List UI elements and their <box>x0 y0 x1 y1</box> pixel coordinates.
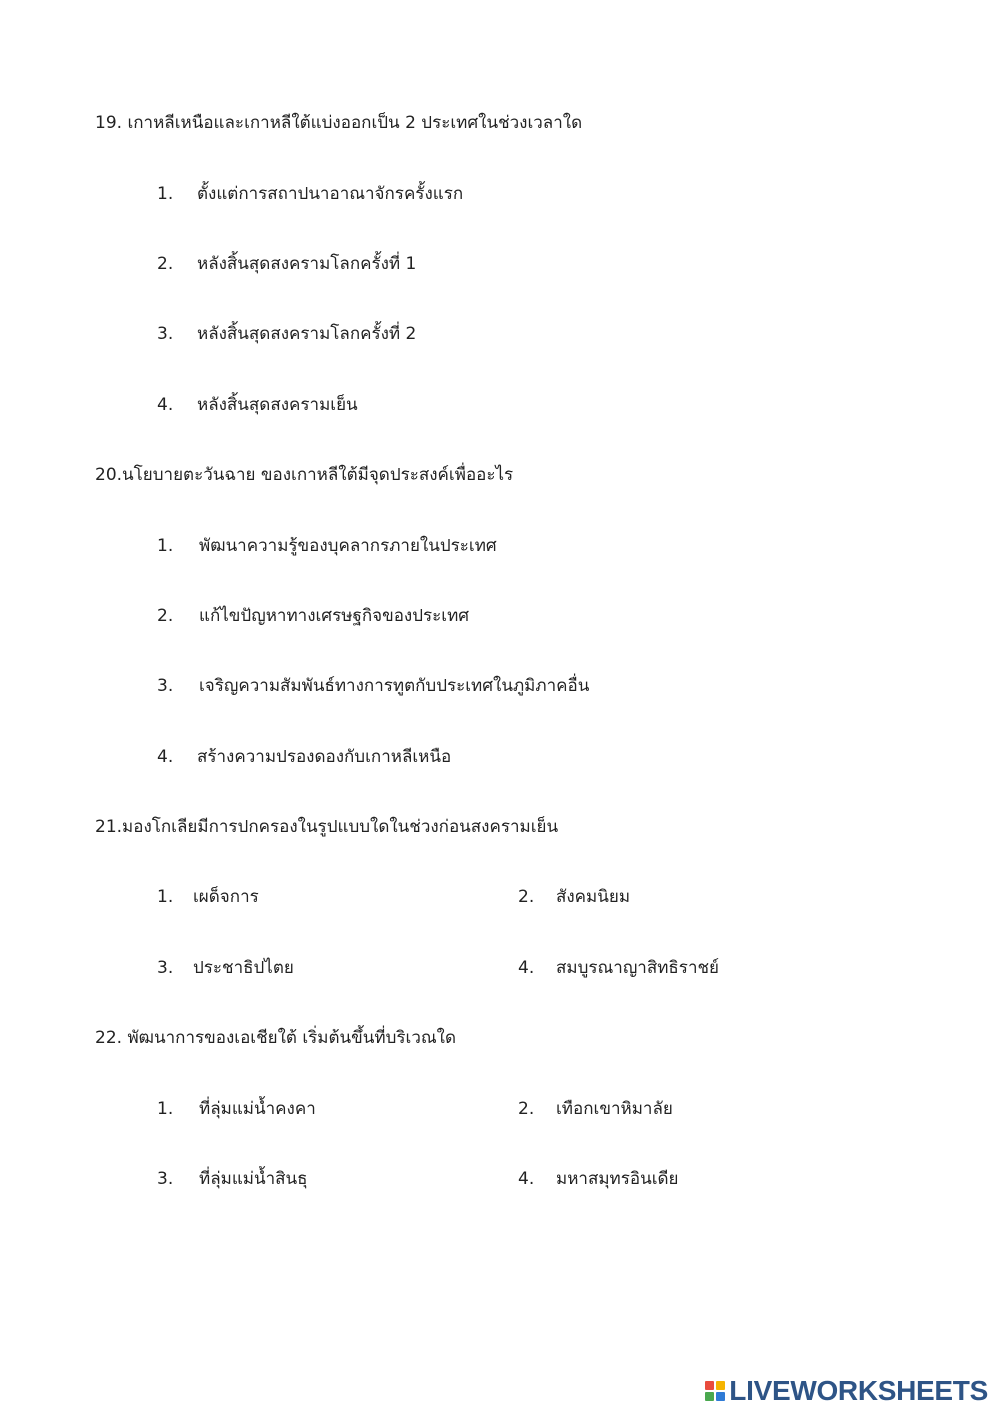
option-text: หลังสิ้นสุดสงครามเย็น <box>197 395 358 415</box>
option-number: 4. <box>157 747 174 767</box>
question-22: 22. พัฒนาการของเอเชียใต้ เริ่มต้นขึ้นที่บริเวณใด <box>95 1028 456 1048</box>
option-number: 2. <box>157 606 174 626</box>
option-text: เผด็จการ <box>193 887 259 907</box>
option-number: 2. <box>157 254 174 274</box>
logo-squares-icon <box>705 1381 725 1401</box>
option-number: 3. <box>157 958 174 978</box>
question-20: 20.นโยบายตะวันฉาย ของเกาหลีใต้มีจุดประสงค์เพื่ออะไร <box>95 465 514 485</box>
option-number: 3. <box>157 676 174 696</box>
question-19: 19. เกาหลีเหนือและเกาหลีใต้แบ่งออกเป็น 2 ประเทศในช่วงเวลาใด <box>95 113 583 133</box>
option-number: 4. <box>518 1169 535 1189</box>
option-number: 1. <box>157 536 174 556</box>
option-text: สร้างความปรองดองกับเกาหลีเหนือ <box>197 747 452 767</box>
option-number: 4. <box>518 958 535 978</box>
option-text: แก้ไขปัญหาทางเศรษฐกิจของประเทศ <box>199 606 470 626</box>
option-number: 2. <box>518 1099 535 1119</box>
liveworksheets-logo[interactable] <box>705 1374 988 1408</box>
logo-square <box>716 1392 725 1401</box>
logo-square <box>705 1381 714 1390</box>
option-text: หลังสิ้นสุดสงครามโลกครั้งที่ 2 <box>197 324 417 344</box>
option-text: ที่ลุ่มแม่น้ำสินธุ <box>199 1169 308 1189</box>
option-number: 1. <box>157 184 174 204</box>
option-text: พัฒนาความรู้ของบุคลากรภายในประเทศ <box>199 536 497 556</box>
option-text: ตั้งแต่การสถาปนาอาณาจักรครั้งแรก <box>197 184 464 204</box>
option-number: 1. <box>157 887 174 907</box>
option-text: ประชาธิปไตย <box>193 958 294 978</box>
option-text: ที่ลุ่มแม่น้ำคงคา <box>199 1099 316 1119</box>
option-text: หลังสิ้นสุดสงครามโลกครั้งที่ 1 <box>197 254 417 274</box>
option-text: มหาสมุทรอินเดีย <box>556 1169 679 1189</box>
option-number: 3. <box>157 324 174 344</box>
logo-square <box>716 1381 725 1390</box>
logo-text: LIVEWORKSHEETS <box>729 1375 988 1406</box>
option-number: 2. <box>518 887 535 907</box>
option-number: 1. <box>157 1099 174 1119</box>
option-text: เจริญความสัมพันธ์ทางการทูตกับประเทศในภูมิภาคอื่น <box>199 676 590 696</box>
option-text: สมบูรณาญาสิทธิราชย์ <box>556 958 719 978</box>
question-21: 21.มองโกเลียมีการปกครองในรูปแบบใดในช่วงก่อนสงครามเย็น <box>95 817 559 837</box>
logo-square <box>705 1392 714 1401</box>
option-number: 3. <box>157 1169 174 1189</box>
option-text: เทือกเขาหิมาลัย <box>556 1099 673 1119</box>
option-text: สังคมนิยม <box>556 887 631 907</box>
option-number: 4. <box>157 395 174 415</box>
